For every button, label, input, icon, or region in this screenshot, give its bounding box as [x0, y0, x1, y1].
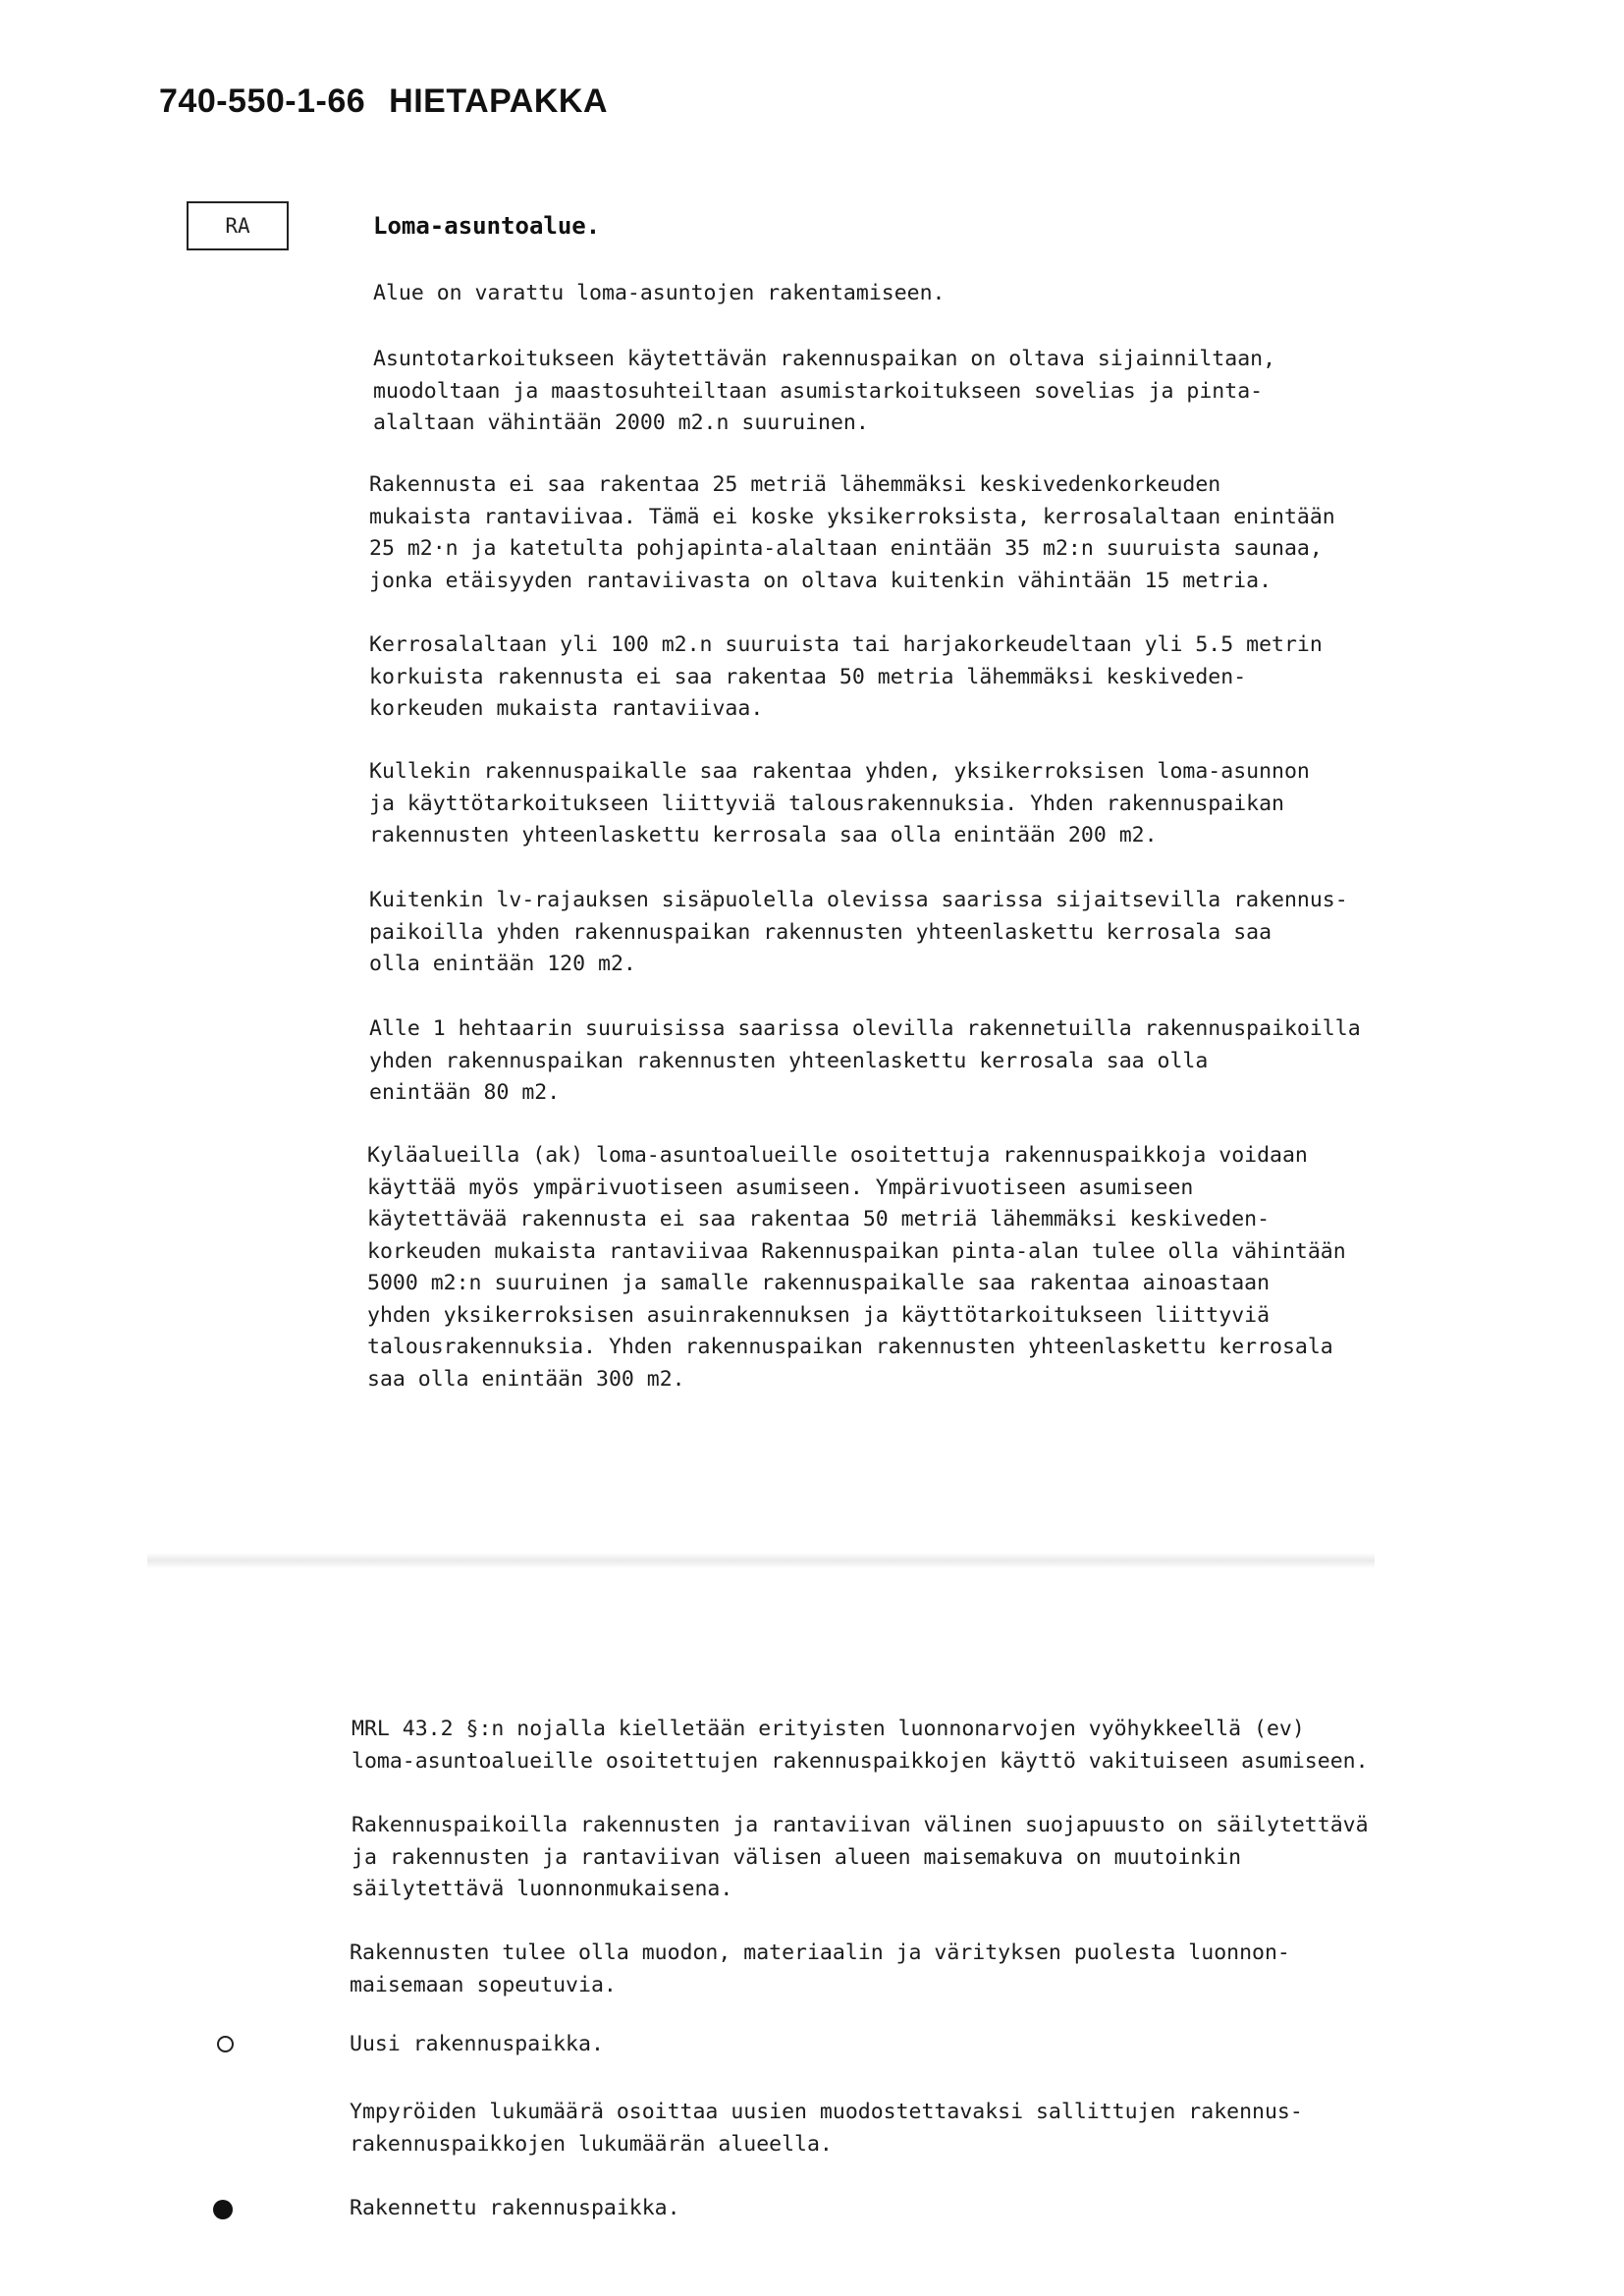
- page-header: [159, 82, 608, 121]
- scan-artifact: [147, 1553, 1375, 1568]
- filled-circle-icon: [213, 2200, 233, 2219]
- ra-paragraph-3: Rakennusta ei saa rakentaa 25 metriä lähemmäksi keskivedenkorkeuden mukaista rantaviivaa. Tämä ei koske yksikerroksista, kerrosalaltaan enintään 25 m2·n ja katetulta pohjapinta-alaltaan enintään 35 m2:n suuruista saunaa, jonka etäisyyden rantaviivasta on oltava kuitenkin vähintään 15 metria.: [369, 472, 1335, 593]
- built-site-label: Rakennettu rakennuspaikka.: [350, 2196, 680, 2220]
- ra-paragraph-7: Alle 1 hehtaarin suuruisissa saarissa olevilla rakennetuilla rakennuspaikoilla yhden rakennuspaikan rakennusten yhteenlaskettu kerrosala saa olla enintään 80 m2.: [369, 1016, 1361, 1105]
- new-site-label: Uusi rakennuspaikka.: [350, 2032, 604, 2056]
- ra-paragraph-1: Alue on varattu loma-asuntojen rakentamiseen.: [373, 281, 946, 305]
- ra-zone-label: [187, 201, 289, 250]
- appearance-paragraph: Rakennusten tulee olla muodon, materiaalin ja värityksen puolesta luonnon- maisemaan sopeutuvia.: [350, 1941, 1290, 1997]
- document-title: HIETAPAKKA: [389, 82, 609, 120]
- ra-paragraph-5: Kullekin rakennuspaikalle saa rakentaa yhden, yksikerroksisen loma-asunnon ja käyttötarkoitukseen liittyviä talousrakennuksia. Yhden rakennuspaikan rakennusten yhteenlaskettu kerrosala saa olla enintään 200 m2.: [369, 759, 1310, 847]
- open-circle-icon: [217, 2036, 234, 2052]
- ra-paragraph-8: Kyläalueilla (ak) loma-asuntoalueille osoitettuja rakennuspaikkoja voidaan käyttää myös ympärivuotiseen asumiseen. Ympärivuotiseen asumiseen käytettävää rakennusta ei saa rakentaa 50 metriä lähemmäksi keskiveden- korkeuden mukaista rantaviivaa Rakennuspaikan pinta-alan tulee olla vähintään 5000 m2:n suuruinen ja samalle rakennuspaikalle saa rakentaa ainoastaan yhden yksikerroksisen asuinrakennuksen ja käyttötarkoitukseen liittyviä talousrakennuksia. Yhden rakennuspaikan rakennusten yhteenlaskettu kerrosala saa olla enintään 300 m2.: [367, 1143, 1346, 1392]
- document-code: 740-550-1-66: [159, 82, 366, 120]
- mrl-paragraph: MRL 43.2 §:n nojalla kielletään erityisten luonnonarvojen vyöhykkeellä (ev) loma-asuntoalueille osoitettujen rakennuspaikkojen käyttö vakituiseen asumiseen.: [352, 1717, 1369, 1774]
- ra-zone-title: Loma-asuntoalue.: [373, 212, 601, 240]
- ra-paragraph-6: Kuitenkin lv-rajauksen sisäpuolella olevissa saarissa sijaitsevilla rakennus- paikoilla yhden rakennuspaikan rakennusten yhteenlaskettu kerrosala saa olla enintään 120 m2.: [369, 888, 1348, 976]
- ra-paragraph-2: Asuntotarkoitukseen käytettävän rakennuspaikan on oltava sijainniltaan, muodoltaan ja maastosuhteiltaan asumistarkoitukseen sovelias ja pinta- alaltaan vähintään 2000 m2.n suuruinen.: [373, 347, 1276, 435]
- circle-count-paragraph: Ympyröiden lukumäärä osoittaa uusien muodostettavaksi sallittujen rakennus- rakennuspaikkojen lukumäärän alueella.: [350, 2100, 1303, 2157]
- ra-paragraph-4: Kerrosalaltaan yli 100 m2.n suuruista tai harjakorkeudeltaan yli 5.5 metrin korkuista rakennusta ei saa rakentaa 50 metria lähemmäksi keskiveden- korkeuden mukaista rantaviivaa.: [369, 632, 1323, 721]
- shore-trees-paragraph: Rakennuspaikoilla rakennusten ja rantaviivan välinen suojapuusto on säilytettävä ja rakennusten ja rantaviivan välisen alueen maisemakuva on muutoinkin säilytettävä luonnonmukaisena.: [352, 1813, 1369, 1901]
- ra-zone-code: RA: [225, 214, 250, 238]
